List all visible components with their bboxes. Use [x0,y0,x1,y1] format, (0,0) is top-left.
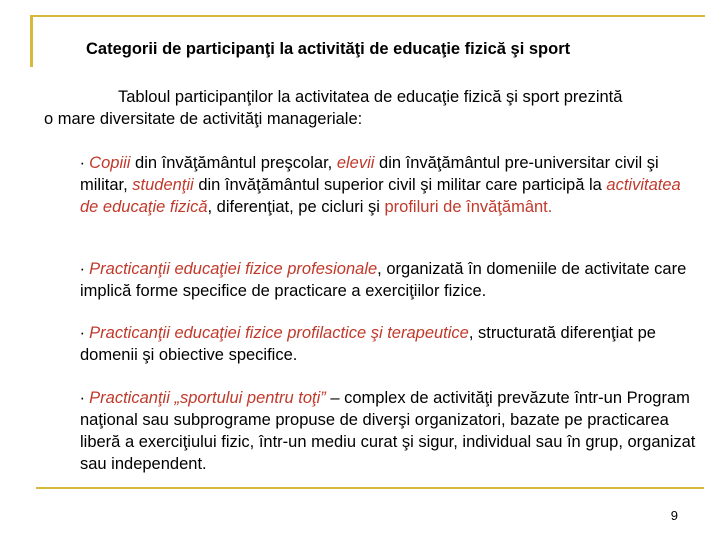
emphasized-text: activitatea de educaţie fizică [80,176,681,216]
bullet-item [80,258,700,302]
bullet-text: din învăţământul superior civil şi militar care participă la [193,176,607,194]
bullet-dot-icon: ∙ [80,154,90,172]
decorative-top-rule [30,15,705,17]
bullet-dot-icon: ∙ [80,324,90,342]
intro-line-2: o mare diversitate de activităţi manageriale: [44,110,363,128]
intro-paragraph [44,86,684,130]
page-title: Categorii de participanţi la activităţi de educaţie fizică şi sport [86,40,571,58]
emphasized-text: elevii [336,154,375,172]
emphasized-text: Copiii [89,154,131,172]
bullet-dot-icon: ∙ [80,260,90,278]
intro-line-1: Tabloul participanţilor la activitatea de educaţie fizică şi sport prezintă [118,88,623,106]
bullet-text: – complex de activităţi prevăzute într-un Program naţional sau subprograme propuse de diverşi organizatori, bazate pe practicarea liberă a exerciţiului fizic, într-un mediu curat şi sigur, individual sau în grup, organizat sau independent. [80,389,696,473]
bullet-dot-icon: ∙ [80,389,90,407]
emphasized-text: studenţii [132,176,194,194]
emphasized-text: Practicanţii educaţiei fizice profilactice şi terapeutice [89,324,469,342]
decorative-left-rule [30,15,33,67]
bullet-text: din învăţământul preşcolar, [130,154,337,172]
page-number: 9 [670,508,678,523]
bottom-rule [36,487,704,489]
bullet-text: , diferenţiat, pe cicluri şi [207,198,385,216]
emphasized-text: Practicanţii „sportului pentru toţi” [89,389,326,407]
bullet-text: din învăţământul pre-universitar civil şi militar, [80,154,659,194]
bullet-item [80,322,700,366]
bullet-item [80,387,700,475]
bullet-item [80,152,700,218]
emphasized-text: Practicanţii educaţiei fizice profesionale [89,260,378,278]
bullet-text: , organizată în domeniile de activitate care implică forme specifice de practicare a exerciţiilor fizice. [80,260,687,300]
emphasized-text: profiluri de învăţământ. [384,198,553,216]
bullet-text: , structurată diferenţiat pe domenii şi obiective specifice. [80,324,656,364]
